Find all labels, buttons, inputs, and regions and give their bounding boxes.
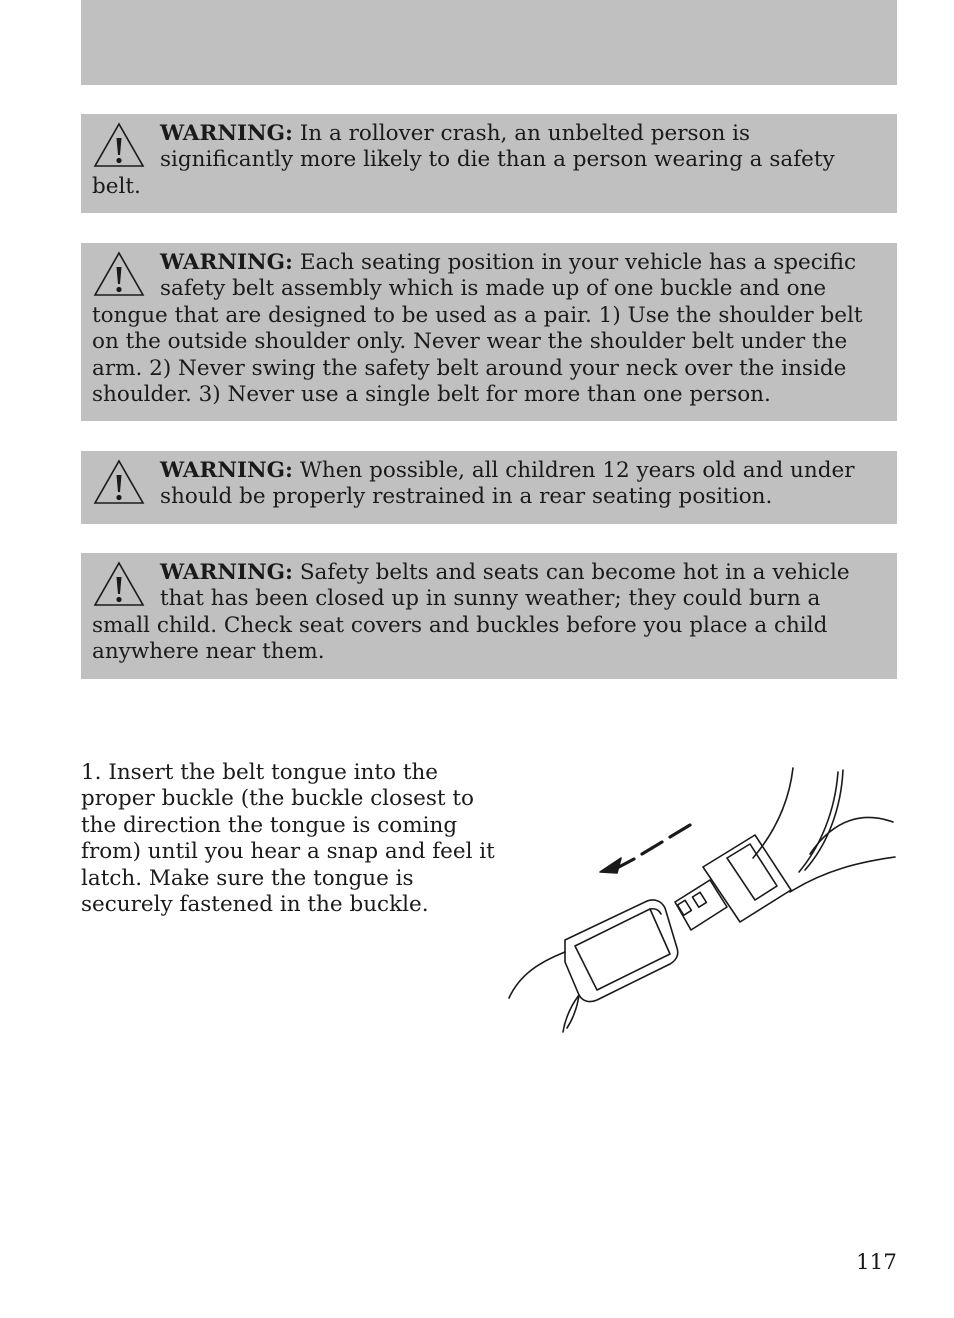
warning-box-hot-belts [81, 553, 897, 679]
warning-box-seating-position [81, 243, 897, 421]
warning-triangle-icon [92, 121, 146, 171]
page-number: 117 [855, 1250, 897, 1275]
warning-label: WARNING: [160, 560, 293, 585]
warning-text: In a rollover crash, an unbelted person is significantly more likely to die than a person wearing a safety belt. [92, 121, 835, 199]
step-1-text: 1. Insert the belt tongue into the proper buckle (the buckle closest to the direction the tongue is coming from) until you hear a snap and feel it latch. Make sure the tongue is securely fastened in the buckle. [81, 760, 495, 918]
warning-label: WARNING: [160, 121, 293, 146]
warning-box-children [81, 451, 897, 524]
header-bar [81, 0, 897, 85]
warning-text: Each seating position in your vehicle has a specific safety belt assembly which is made up of one buckle and one tongue that are designed to be used as a pair. 1) Use the shoulder belt on the outside shoulder only. Never wear the shoulder belt under the arm. 2) Never swing the safety belt around your neck over the inside shoulder. 3) Never use a single belt for more than one person. [92, 250, 863, 408]
warning-box-rollover [81, 114, 897, 213]
warning-triangle-icon [92, 560, 146, 610]
belt-buckle-illustration [505, 762, 900, 1037]
warning-text: When possible, all children 12 years old and under should be properly restrained in a rear seating position. [160, 458, 855, 510]
warning-text: Safety belts and seats can become hot in a vehicle that has been closed up in sunny weather; they could burn a small child. Check seat covers and buckles before you place a child anywhere near them. [92, 560, 850, 665]
warning-label: WARNING: [160, 458, 293, 483]
warning-label: WARNING: [160, 250, 293, 275]
warning-triangle-icon [92, 250, 146, 300]
warning-triangle-icon [92, 458, 146, 508]
